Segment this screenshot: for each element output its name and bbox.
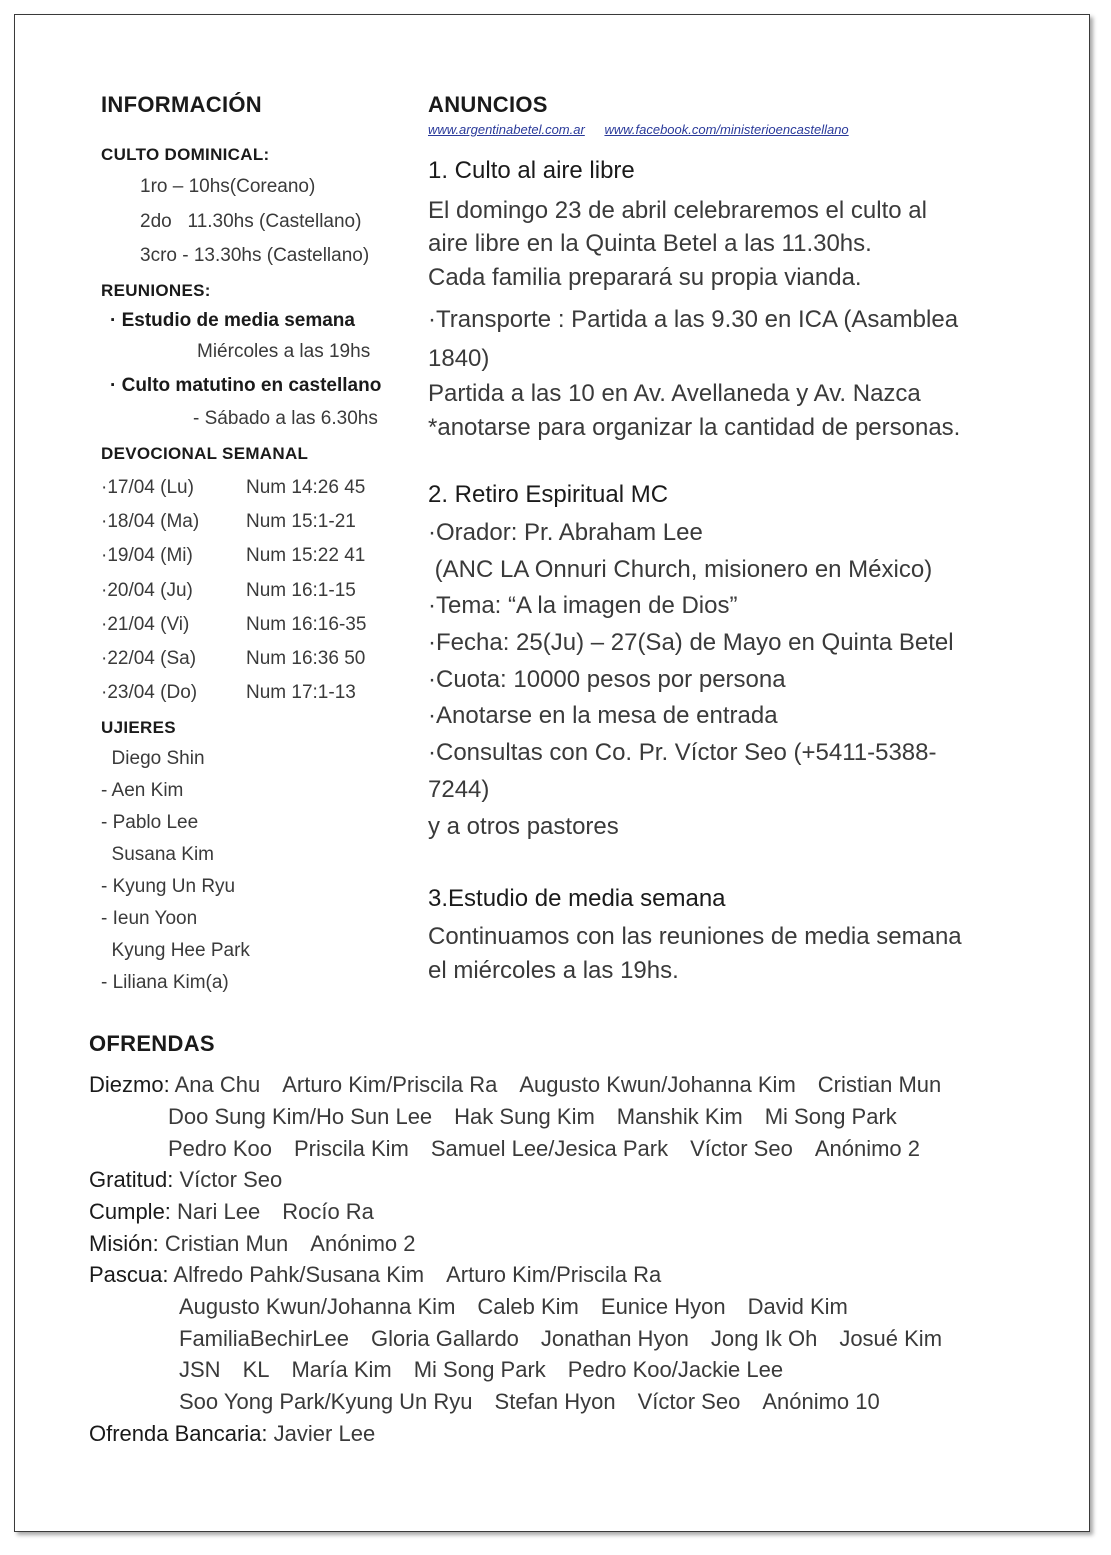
ofrenda-mision <box>89 1231 437 1257</box>
ofrenda-pascua-cont <box>179 1389 902 1415</box>
ofrenda-diezmo <box>89 1072 963 1098</box>
donor-name: Hak Sung Kim <box>454 1104 595 1129</box>
anuncio-2-line: ·Tema: “A la imagen de Dios” <box>428 592 738 619</box>
culto-line-3: 3cro - 13.30hs (Castellano) <box>140 245 370 266</box>
anuncio-1-title: 1. Culto al aire libre <box>428 157 635 184</box>
ujier-name: - Kyung Un Ryu <box>101 876 236 897</box>
donor-name: Doo Sung Kim/Ho Sun Lee <box>168 1104 433 1129</box>
devocional-date: ·18/04 (Ma) <box>101 511 200 532</box>
culto-line-1: 1ro – 10hs(Coreano) <box>140 176 316 197</box>
ujier-name: - Liliana Kim(a) <box>101 972 229 993</box>
devocional-date: ·22/04 (Sa) <box>101 648 197 669</box>
ofrenda-cumple <box>89 1199 396 1225</box>
donor-name: Pedro Koo/Jackie Lee <box>567 1357 784 1382</box>
donor-name: Jong Ik Oh <box>710 1326 818 1351</box>
ofrenda-pascua-cont <box>179 1294 870 1320</box>
anuncio-3-line: Continuamos con las reuniones de media semana <box>428 923 962 950</box>
ujier-name: - Ieun Yoon <box>101 908 198 929</box>
donor-name: Arturo Kim/Priscila Ra <box>282 1072 498 1097</box>
devocional-ref: Num 16:16-35 <box>246 614 367 635</box>
ofrenda-diezmo-cont <box>168 1104 919 1130</box>
donor-name: Soo Yong Park/Kyung Un Ryu <box>179 1389 473 1414</box>
ujier-name: Kyung Hee Park <box>101 940 250 961</box>
ofrenda-gratitud <box>89 1167 304 1193</box>
links-row <box>428 122 865 137</box>
culto-line-2: 2do 11.30hs (Castellano) <box>140 211 362 232</box>
donor-name: Priscila Kim <box>293 1136 409 1161</box>
reunion-2-detail: - Sábado a las 6.30hs <box>193 408 378 429</box>
devocional-date: ·23/04 (Do) <box>101 682 198 703</box>
donor-name: Cristian Mun <box>817 1072 942 1097</box>
donor-name: Gloria Gallardo <box>370 1326 519 1351</box>
donor-name: Ana Chu <box>174 1072 261 1097</box>
ofrenda-label: Ofrenda Bancaria: <box>89 1421 268 1446</box>
donor-name: Rocío Ra <box>282 1199 374 1224</box>
reuniones-heading: REUNIONES: <box>101 281 211 300</box>
donor-name: JSN <box>179 1357 221 1382</box>
devocional-ref: Num 15:1-21 <box>246 511 356 532</box>
ujier-name: Diego Shin <box>101 748 205 769</box>
donor-name: Mi Song Park <box>413 1357 546 1382</box>
donor-name: Nari Lee <box>177 1199 261 1224</box>
anuncio-2-line: 7244) <box>428 776 490 803</box>
ofrenda-label: Misión: <box>89 1231 159 1256</box>
ofrenda-label: Cumple: <box>89 1199 171 1224</box>
donor-name: Mi Song Park <box>764 1104 897 1129</box>
donor-name: Anónimo 10 <box>762 1389 880 1414</box>
donor-name: Arturo Kim/Priscila Ra <box>446 1262 662 1287</box>
devocional-ref: Num 15:22 41 <box>246 545 366 566</box>
donor-name: Jonathan Hyon <box>540 1326 689 1351</box>
anuncio-2-line: (ANC LA Onnuri Church, misionero en México) <box>428 556 933 583</box>
anuncio-2-line: ·Cuota: 10000 pesos por persona <box>428 666 786 693</box>
donor-name: Manshik Kim <box>616 1104 743 1129</box>
ofrenda-pascua <box>89 1262 683 1288</box>
devocional-ref: Num 17:1-13 <box>246 682 356 703</box>
donor-name: Samuel Lee/Jesica Park <box>430 1136 669 1161</box>
donor-name: KL <box>242 1357 270 1382</box>
ofrendas-title: OFRENDAS <box>89 1031 215 1056</box>
ofrenda-label: Diezmo: <box>89 1072 170 1097</box>
anuncio-2-title: 2. Retiro Espiritual MC <box>428 481 669 508</box>
info-title: INFORMACIÓN <box>101 92 262 117</box>
anuncio-2-line: y a otros pastores <box>428 813 619 840</box>
website-link[interactable]: www.argentinabetel.com.ar <box>428 122 585 137</box>
donor-name: Anónimo 2 <box>814 1136 921 1161</box>
anuncio-1-line: El domingo 23 de abril celebraremos el culto al <box>428 197 927 224</box>
donor-name: Augusto Kwun/Johanna Kim <box>179 1294 456 1319</box>
donor-name: Víctor Seo <box>179 1167 283 1192</box>
donor-name: Augusto Kwun/Johanna Kim <box>519 1072 796 1097</box>
donor-name: Javier Lee <box>273 1421 376 1446</box>
ujier-name: - Pablo Lee <box>101 812 199 833</box>
ujier-name: - Aen Kim <box>101 780 184 801</box>
ofrenda-label: Gratitud: <box>89 1167 174 1192</box>
anuncio-1-line: Partida a las 10 en Av. Avellaneda y Av. Nazca <box>428 380 921 407</box>
devocional-date: ·20/04 (Ju) <box>101 580 193 601</box>
devocional-heading: DEVOCIONAL SEMANAL <box>101 444 309 463</box>
devocional-date: ·19/04 (Mi) <box>101 545 193 566</box>
donor-name: Víctor Seo <box>690 1136 793 1161</box>
anuncio-2-line: ·Fecha: 25(Ju) – 27(Sa) de Mayo en Quinta Betel <box>428 629 954 656</box>
ofrenda-pascua-cont <box>179 1357 805 1383</box>
donor-name: Eunice Hyon <box>600 1294 726 1319</box>
donor-name: David Kim <box>747 1294 848 1319</box>
ofrenda-label: Pascua: <box>89 1262 169 1287</box>
donor-name: María Kim <box>291 1357 392 1382</box>
devocional-ref: Num 16:1-15 <box>246 580 356 601</box>
donor-name: Pedro Koo <box>168 1136 272 1161</box>
devocional-date: ·17/04 (Lu) <box>101 477 194 498</box>
devocional-ref: Num 14:26 45 <box>246 477 366 498</box>
facebook-link[interactable]: www.facebook.com/ministerioencastellano <box>604 122 849 137</box>
devocional-date: ·21/04 (Vi) <box>101 614 190 635</box>
anuncio-1-line: *anotarse para organizar la cantidad de personas. <box>428 414 961 441</box>
anuncio-1-line: Cada familia preparará su propia vianda. <box>428 264 862 291</box>
anuncio-1-line: 1840) <box>428 345 490 372</box>
reunion-1-title: · Estudio de media semana <box>110 310 355 331</box>
reunion-2-title: · Culto matutino en castellano <box>110 375 382 396</box>
anuncio-1-line: ·Transporte : Partida a las 9.30 en ICA (Asamblea <box>428 306 959 333</box>
ofrenda-pascua-cont <box>179 1326 964 1352</box>
donor-name: Víctor Seo <box>637 1389 741 1414</box>
donor-name: Cristian Mun <box>164 1231 289 1256</box>
anuncio-2-line: ·Orador: Pr. Abraham Lee <box>428 519 703 546</box>
anuncio-3-title: 3.Estudio de media semana <box>428 885 726 912</box>
devocional-ref: Num 16:36 50 <box>246 648 366 669</box>
anuncio-1-line: aire libre en la Quinta Betel a las 11.30hs. <box>428 230 872 257</box>
donor-name: Alfredo Pahk/Susana Kim <box>173 1262 425 1287</box>
donor-name: Anónimo 2 <box>310 1231 416 1256</box>
culto-heading: CULTO DOMINICAL: <box>101 145 270 164</box>
anuncio-2-line: ·Consultas con Co. Pr. Víctor Seo (+5411-5388- <box>428 739 937 766</box>
ofrenda-bancaria <box>89 1421 397 1447</box>
anuncio-2-line: ·Anotarse en la mesa de entrada <box>428 702 778 729</box>
anuncios-title: ANUNCIOS <box>428 92 548 117</box>
ofrenda-diezmo-cont <box>168 1136 942 1162</box>
donor-name: Stefan Hyon <box>494 1389 616 1414</box>
ujieres-heading: UJIERES <box>101 718 176 737</box>
donor-name: FamiliaBechirLee <box>179 1326 349 1351</box>
anuncio-3-line: el miércoles a las 19hs. <box>428 957 679 984</box>
donor-name: Caleb Kim <box>477 1294 579 1319</box>
donor-name: Josué Kim <box>839 1326 943 1351</box>
reunion-1-detail: Miércoles a las 19hs <box>197 341 371 362</box>
ujier-name: Susana Kim <box>101 844 214 865</box>
